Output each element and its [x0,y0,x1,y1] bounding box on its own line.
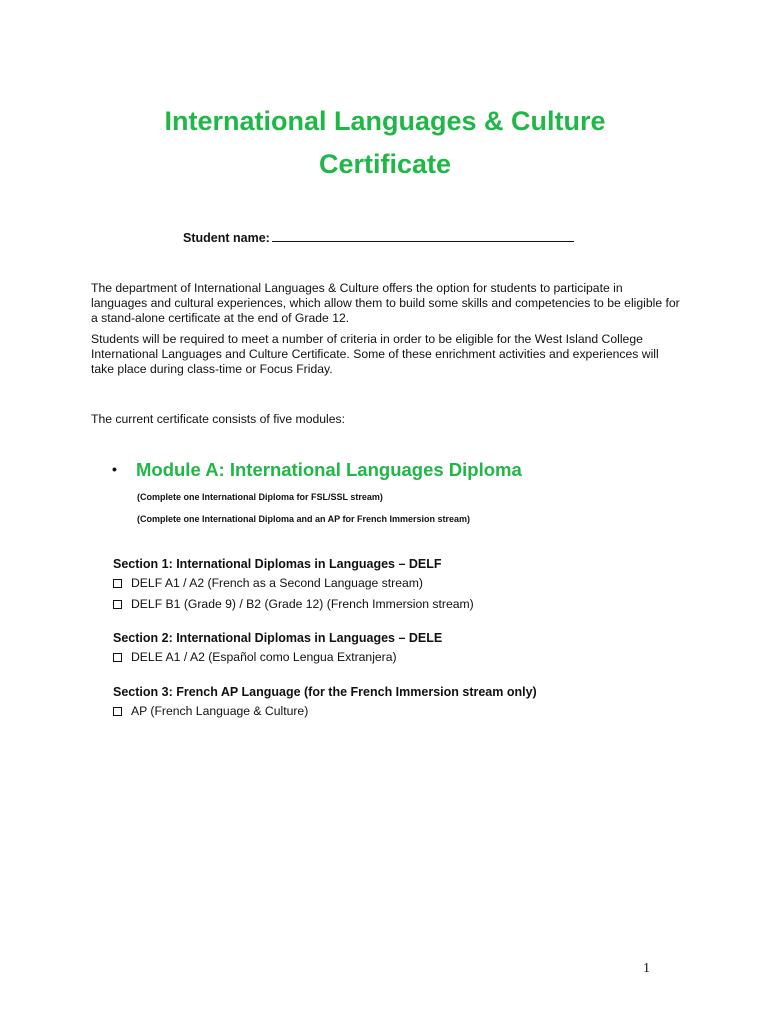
checkbox-icon[interactable] [113,653,122,662]
module-a-note-1: (Complete one International Diploma for FSL/SSL stream) [137,492,383,502]
section-2-title: Section 2: International Diplomas in Languages – DELE [113,631,443,645]
intro-paragraph-2: Students will be required to meet a number of criteria in order to be eligible for the West Island College International Languages and Culture Certificate. Some of these enrichment activities and experiences will take place during class-time or Focus Friday. [91,332,659,376]
module-a-heading [112,459,522,481]
page-number: 1 [643,961,650,976]
intro-paragraph-3: The current certificate consists of five modules: [91,412,346,426]
module-a-title: Module A: International Languages Diploma [136,459,522,480]
checklist-item-label: DELF A1 / A2 (French as a Second Language stream) [131,576,423,590]
bullet-icon: • [112,461,117,477]
title-line-2: Certificate [318,149,452,179]
title-line-1: International Languages & Culture [164,106,606,136]
checkbox-icon[interactable] [113,579,122,588]
student-name-blank[interactable] [272,230,574,242]
checklist-item-label: AP (French Language & Culture) [131,704,309,718]
student-name-field [183,230,574,245]
checklist-item[interactable] [113,597,474,611]
module-a-note-2: (Complete one International Diploma and an AP for French Immersion stream) [137,514,471,524]
checklist-item[interactable] [113,650,397,664]
checklist-item[interactable] [113,704,308,718]
intro-paragraph-1: The department of International Languages & Culture offers the option for students to participate in languages and cultural experiences, which allow them to build some skills and competencies to be eligible for a stand-alone certificate at the end of Grade 12. [91,281,680,325]
checklist-item-label: DELE A1 / A2 (Español como Lengua Extranjera) [131,650,397,664]
checklist-item-label: DELF B1 (Grade 9) / B2 (Grade 12) (French Immersion stream) [131,597,474,611]
student-name-label: Student name: [183,231,270,245]
section-3-title: Section 3: French AP Language (for the French Immersion stream only) [113,685,537,699]
checklist-item[interactable] [113,576,423,590]
checkbox-icon[interactable] [113,600,122,609]
checkbox-icon[interactable] [113,707,122,716]
section-1-title: Section 1: International Diplomas in Languages – DELF [113,557,442,571]
page-title [0,100,770,186]
